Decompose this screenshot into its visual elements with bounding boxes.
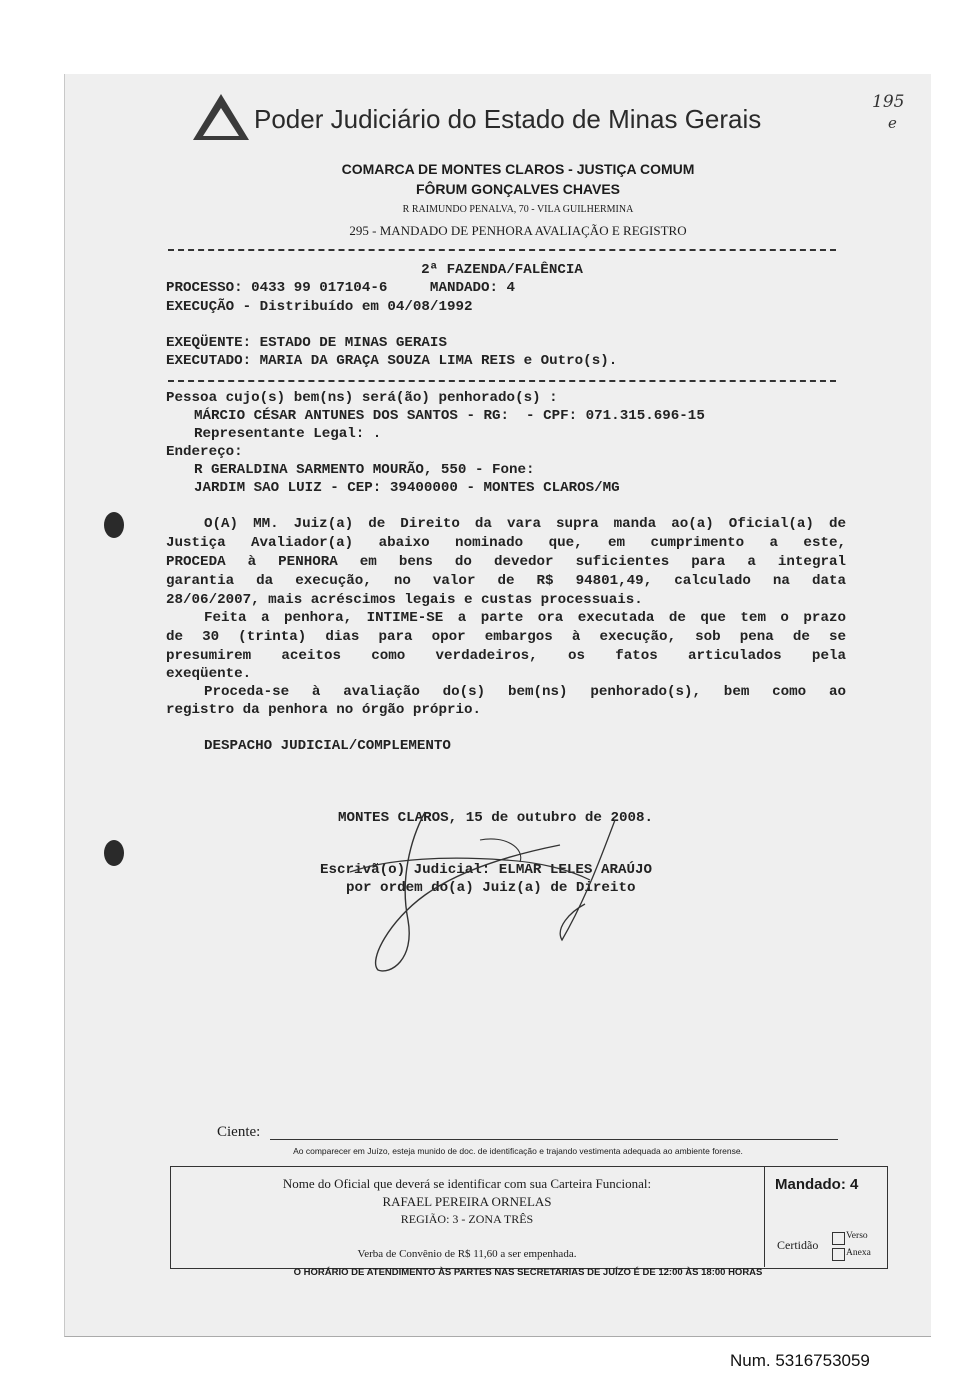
- forum-address: R RAIMUNDO PENALVA, 70 - VILA GUILHERMINA: [402, 204, 634, 215]
- mandado-number: Mandado: 4: [775, 1176, 859, 1193]
- person-intro: Pessoa cujo(s) bem(ns) será(ão) penhorado(s) :: [166, 390, 558, 406]
- anexa-checkbox[interactable]: [832, 1248, 845, 1261]
- place-date: MONTES CLAROS, 15 de outubro de 2008.: [338, 810, 654, 826]
- verso-label: Verso: [846, 1231, 868, 1241]
- document-number: Num. 5316753059: [730, 1351, 870, 1370]
- paragraph-1-line: O(A) MM. Juiz(a) de Direito da vara supra manda ao(a) Oficial(a) de: [204, 516, 846, 532]
- courtroom-notice: Ao comparecer em Juízo, esteja munido de doc. de identificação e trajando vestimenta adequada ao ambiente forense.: [293, 1146, 743, 1156]
- address-label: Endereço:: [166, 444, 243, 460]
- ciente-label: Ciente:: [217, 1124, 261, 1140]
- verba-text: Verba de Convênio de R$ 11,60 a ser empenhada.: [357, 1248, 577, 1260]
- comarca-title: COMARCA DE MONTES CLAROS - JUSTIÇA COMUM: [341, 161, 695, 177]
- address-line-2: JARDIM SAO LUIZ - CEP: 39400000 - MONTES CLAROS/MG: [194, 480, 620, 496]
- punch-hole-bottom: [104, 840, 124, 866]
- verso-checkbox[interactable]: [832, 1232, 845, 1245]
- processo-line: PROCESSO: 0433 99 017104-6 MANDADO: 4: [166, 280, 516, 296]
- forum-title: FÔRUM GONÇALVES CHAVES: [415, 181, 621, 197]
- paragraph-1-line: Justiça Avaliador(a) abaixo nominado que, em cumprimento a este,: [166, 535, 846, 551]
- paragraph-2-line: exeqüente.: [166, 666, 252, 682]
- paragraph-1-line: garantia da execução, no valor de R$ 94801,49, calculado na data: [166, 573, 846, 589]
- officer-intro: Nome do Oficial que deverá se identificar com sua Carteira Funcional:: [282, 1176, 652, 1191]
- person-name-line: MÁRCIO CÉSAR ANTUNES DOS SANTOS - RG: - CPF: 071.315.696-15: [194, 408, 705, 424]
- paragraph-3-line: registro da penhora no órgão próprio.: [166, 702, 482, 718]
- executado-line: EXECUTADO: MARIA DA GRAÇA SOUZA LIMA REIS e Outro(s).: [166, 353, 618, 369]
- legal-representative: Representante Legal: .: [194, 426, 382, 442]
- anexa-label: Anexa: [846, 1248, 871, 1258]
- office-hours: O HORÁRIO DE ATENDIMENTO ÀS PARTES NAS SECRETARIAS DE JUÍZO É DE 12:00 ÀS 18:00 HORAS: [293, 1267, 763, 1278]
- mandado-box-divider: [764, 1166, 765, 1267]
- divider: [168, 249, 836, 251]
- triangle-logo-icon: [191, 92, 251, 142]
- institution-title: Poder Judiciário do Estado de Minas Gerais: [254, 104, 762, 134]
- paragraph-2-line: Feita a penhora, INTIME-SE a parte ora executada de que tem o prazo: [204, 610, 846, 626]
- handwritten-folio-letter: e: [888, 114, 897, 132]
- certidao-label: Certidão: [777, 1238, 819, 1252]
- order-line: por ordem do(a) Juiz(a) de Direito: [346, 880, 636, 896]
- paragraph-2-line: presumirem aceitos como verdadeiros, os fatos articulados pela: [166, 648, 846, 664]
- handwritten-signature: [330, 800, 650, 990]
- despacho-label: DESPACHO JUDICIAL/COMPLEMENTO: [204, 738, 451, 754]
- exequente-line: EXEQÜENTE: ESTADO DE MINAS GERAIS: [166, 335, 447, 351]
- address-line-1: R GERALDINA SARMENTO MOURÃO, 550 - Fone:: [194, 462, 535, 478]
- document-type: 295 - MANDADO DE PENHORA AVALIAÇÃO E REGISTRO: [349, 223, 687, 238]
- vara: 2ª FAZENDA/FALÊNCIA: [421, 262, 583, 278]
- paragraph-3-line: Proceda-se à avaliação do(s) bem(ns) penhorado(s), bem como ao: [204, 684, 846, 700]
- paragraph-1-line: PROCEDA à PENHORA em bens do devedor suficientes para a integral: [166, 554, 846, 570]
- ciente-signature-line: [270, 1139, 838, 1140]
- officer-name: RAFAEL PEREIRA ORNELAS: [382, 1194, 552, 1209]
- paragraph-1-line: 28/06/2007, mais acréscimos legais e custas processuais.: [166, 592, 643, 608]
- divider: [168, 380, 836, 382]
- handwritten-folio-number: 195: [872, 92, 905, 112]
- officer-region: REGIÃO: 3 - ZONA TRÊS: [400, 1212, 534, 1226]
- clerk-line: Escrivã(o) Judicial: ELMAR LELES ARAÚJO: [320, 862, 653, 878]
- paragraph-2-line: de 30 (trinta) dias para opor embargos à execução, sob pena de se: [166, 629, 846, 645]
- punch-hole-top: [104, 512, 124, 538]
- execucao-line: EXECUÇÃO - Distribuído em 04/08/1992: [166, 299, 473, 315]
